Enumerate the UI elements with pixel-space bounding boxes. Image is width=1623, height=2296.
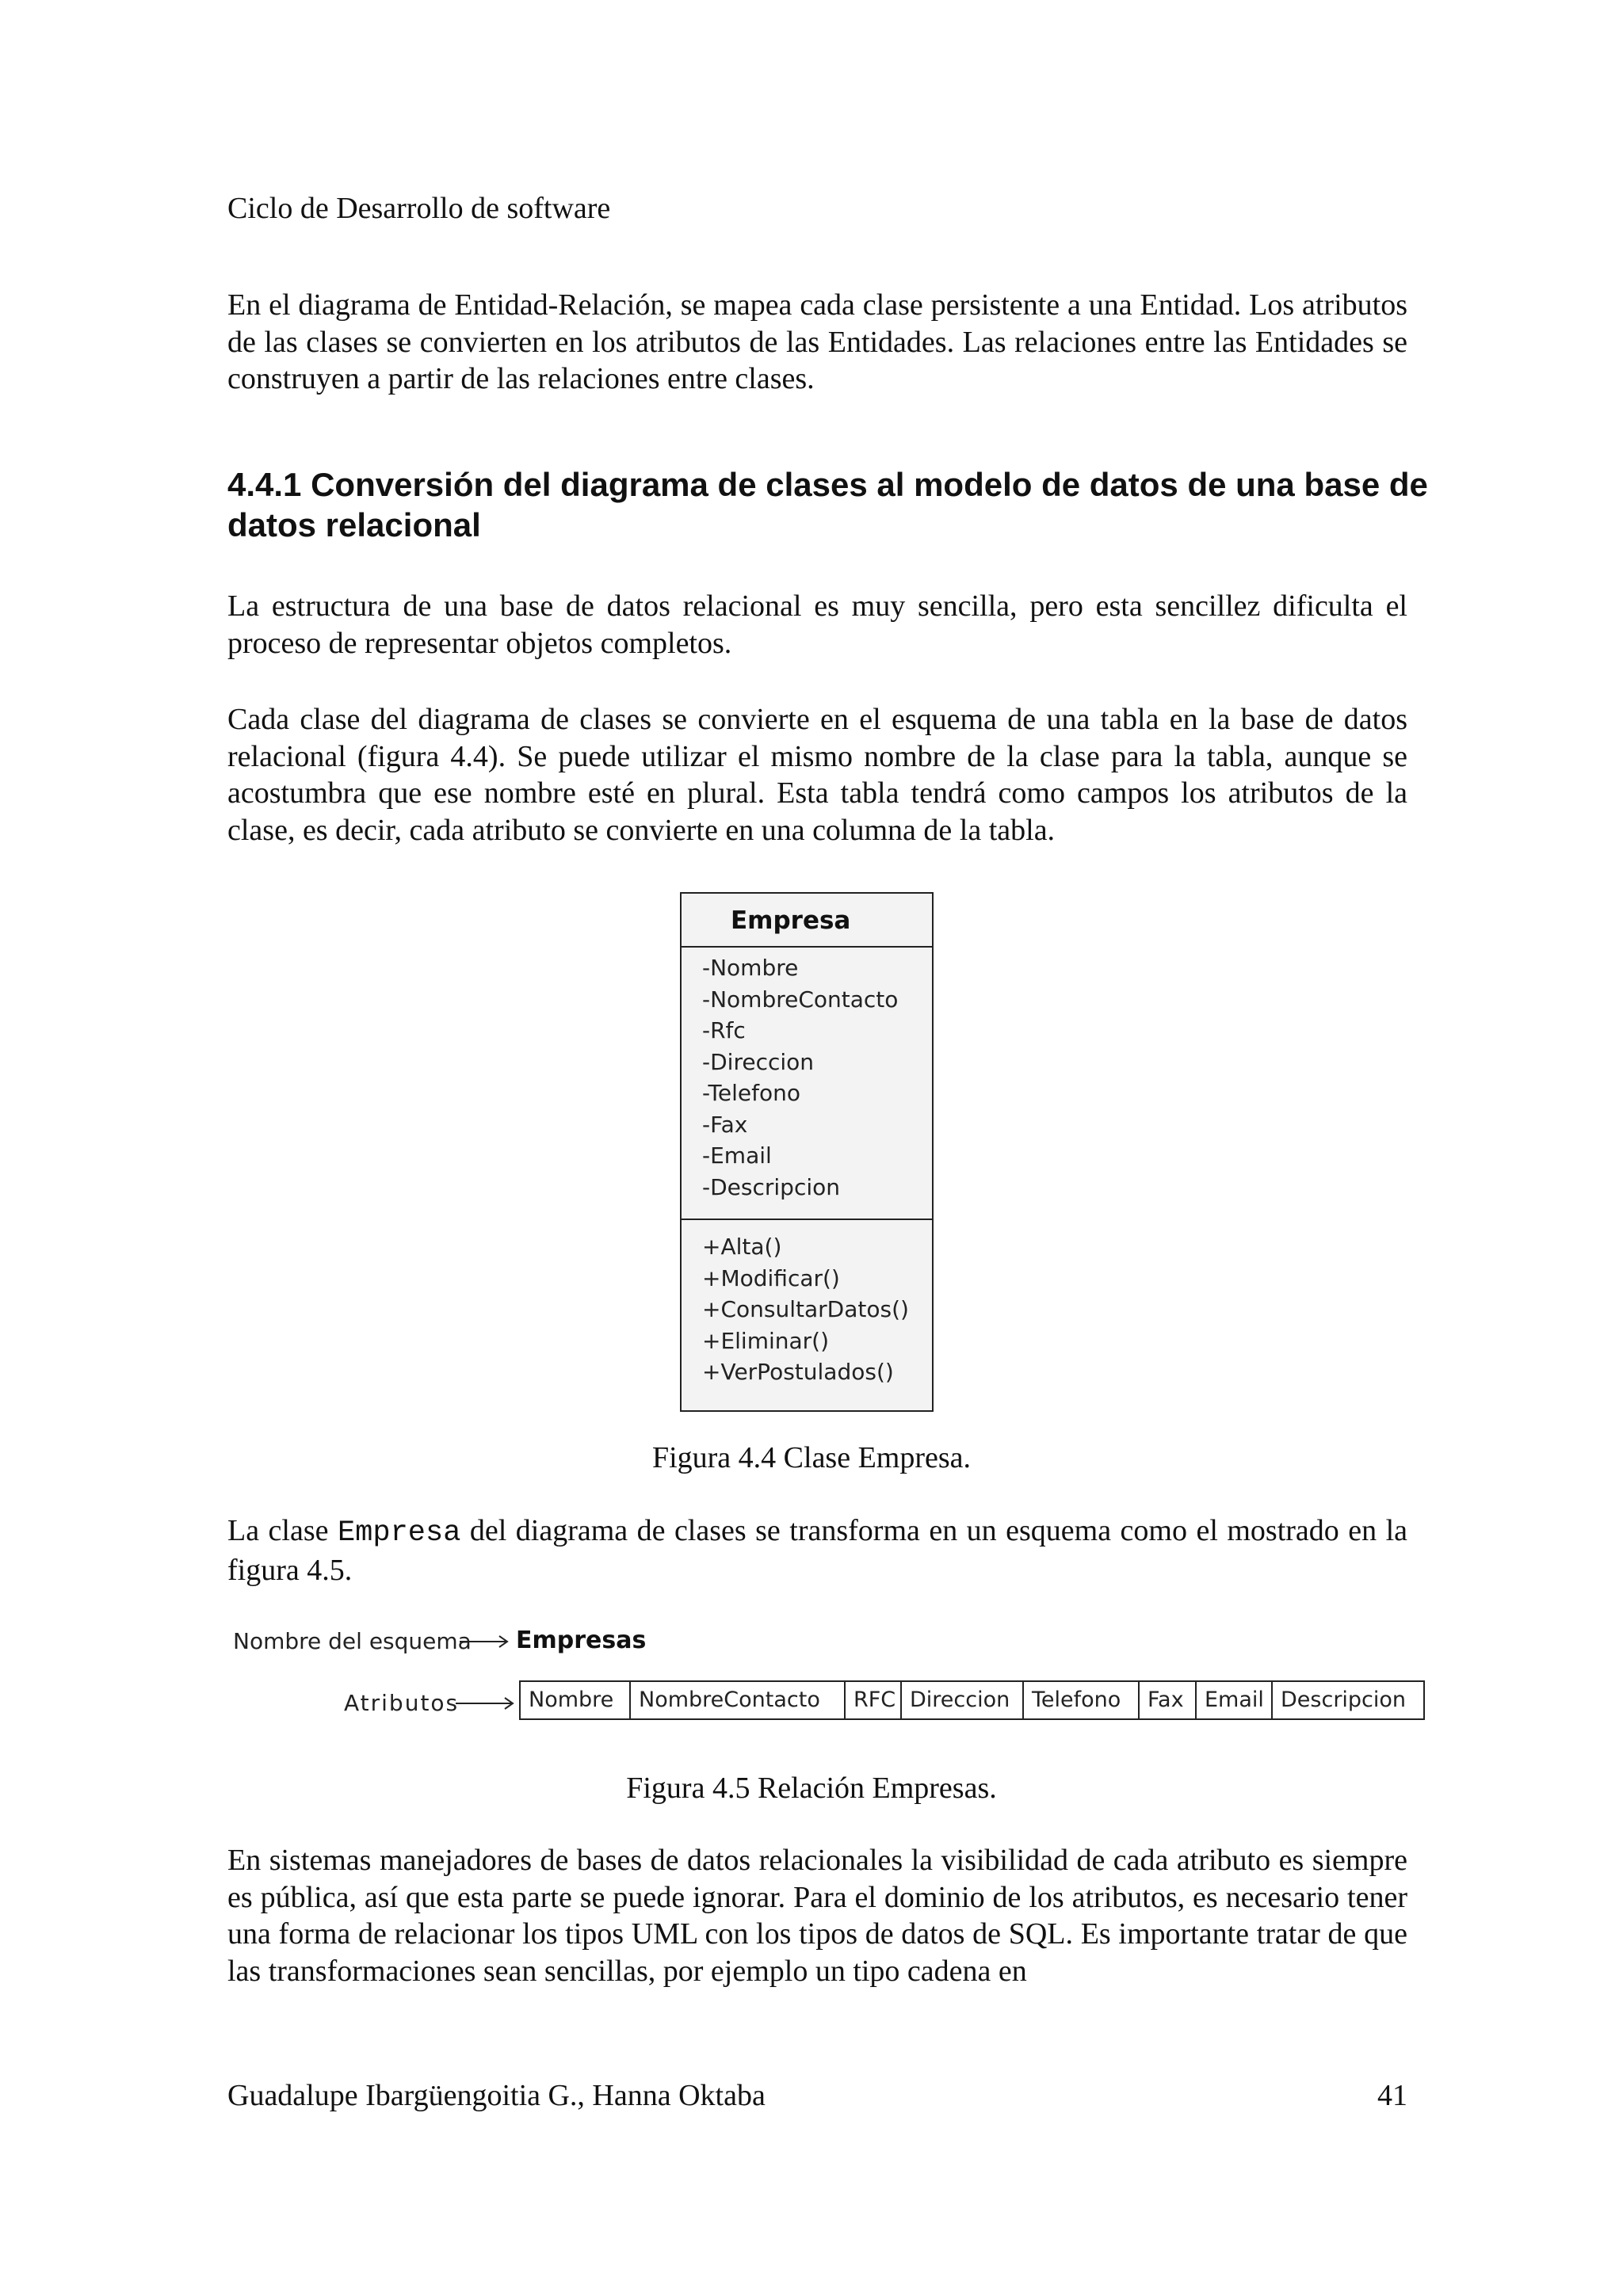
arrow-right-icon	[460, 1633, 510, 1650]
schema-name: Empresas	[516, 1627, 647, 1654]
paragraph-text: del diagrama de clases se transforma en un esquema como el mostrado en la figura 4.5.	[227, 1514, 1407, 1587]
uml-class-diagram	[680, 892, 934, 1412]
uml-operation: +Modificar()	[702, 1264, 840, 1291]
uml-attribute: -Nombre	[702, 955, 799, 981]
uml-operation: +VerPostulados()	[702, 1359, 894, 1385]
page-number: 41	[1377, 2079, 1407, 2112]
uml-operation: +Alta()	[702, 1234, 782, 1260]
footer-authors: Guadalupe Ibargüengoitia G., Hanna Oktaba	[227, 2079, 766, 2112]
paragraph-text: La clase	[227, 1514, 338, 1547]
schema-column: Fax	[1140, 1682, 1197, 1718]
uml-operation: +Eliminar()	[702, 1327, 830, 1354]
uml-operations-section	[682, 1220, 932, 1388]
uml-attribute: -Direccion	[702, 1048, 815, 1075]
paragraph-class-to-table: Cada clase del diagrama de clases se convierte en el esquema de una tabla en la base de datos relacional (figura 4.4). Se puede utilizar el mismo nombre de la clase para la tabla, aunque se acostumbra que ese nombre esté en plural. Esta tabla tendrá como campos los atributos de la clase, es decir, cada atributo se convierte en una columna de la tabla.	[227, 703, 1407, 847]
schema-table	[519, 1680, 1425, 1720]
section-heading: 4.4.1 Conversión del diagrama de clases al modelo de datos de una base de datos relacional	[227, 466, 1428, 543]
uml-class-name: Empresa	[682, 894, 932, 948]
schema-attributes-label: Atributos	[344, 1690, 460, 1716]
figure-4-5-caption: Figura 4.5 Relación Empresas.	[626, 1772, 997, 1805]
paragraph-structure: La estructura de una base de datos relacional es muy sencilla, pero esta sencillez dificulta el proceso de representar objetos completos.	[227, 589, 1407, 660]
uml-attribute: -NombreContacto	[702, 986, 899, 1013]
schema-name-label: Nombre del esquema	[233, 1628, 472, 1654]
paragraph-visibility-domain: En sistemas manejadores de bases de datos relacionales la visibilidad de cada atributo es siempre es pública, así que esta parte se puede ignorar. Para el dominio de los atributos, es necesario tener una forma de relacionar los tipos UML con los tipos de datos de SQL. Es importante tratar de que las transformaciones sean sencillas, por ejemplo un tipo cadena en	[227, 1844, 1407, 1988]
schema-column: Direccion	[902, 1682, 1024, 1718]
uml-operation: +ConsultarDatos()	[702, 1296, 909, 1322]
running-header: Ciclo de Desarrollo de software	[227, 192, 611, 225]
schema-column: Email	[1197, 1682, 1273, 1718]
schema-column: Nombre	[521, 1682, 631, 1718]
uml-attribute: -Fax	[702, 1111, 748, 1138]
code-class-name: Empresa	[337, 1516, 461, 1550]
uml-attributes-section	[682, 948, 932, 1220]
schema-column: NombreContacto	[631, 1682, 846, 1718]
schema-column: RFC	[846, 1682, 902, 1718]
schema-column: Descripcion	[1281, 1688, 1407, 1712]
uml-attribute: -Telefono	[702, 1080, 800, 1106]
paragraph-class-transform	[227, 1512, 1407, 1589]
schema-column: Telefono	[1024, 1682, 1140, 1718]
uml-attribute: -Rfc	[702, 1017, 746, 1043]
uml-attribute: -Descripcion	[702, 1173, 840, 1200]
uml-attribute: -Email	[702, 1142, 772, 1169]
figure-4-4-caption: Figura 4.4 Clase Empresa.	[651, 1441, 972, 1474]
paragraph-intro: En el diagrama de Entidad-Relación, se mapea cada clase persistente a una Entidad. Los atributos de las clases se convierten en los atributos de las Entidades. Las relaciones entre las Entidades se construyen a partir de las relaciones entre clases.	[227, 288, 1407, 395]
arrow-right-icon	[456, 1695, 516, 1712]
